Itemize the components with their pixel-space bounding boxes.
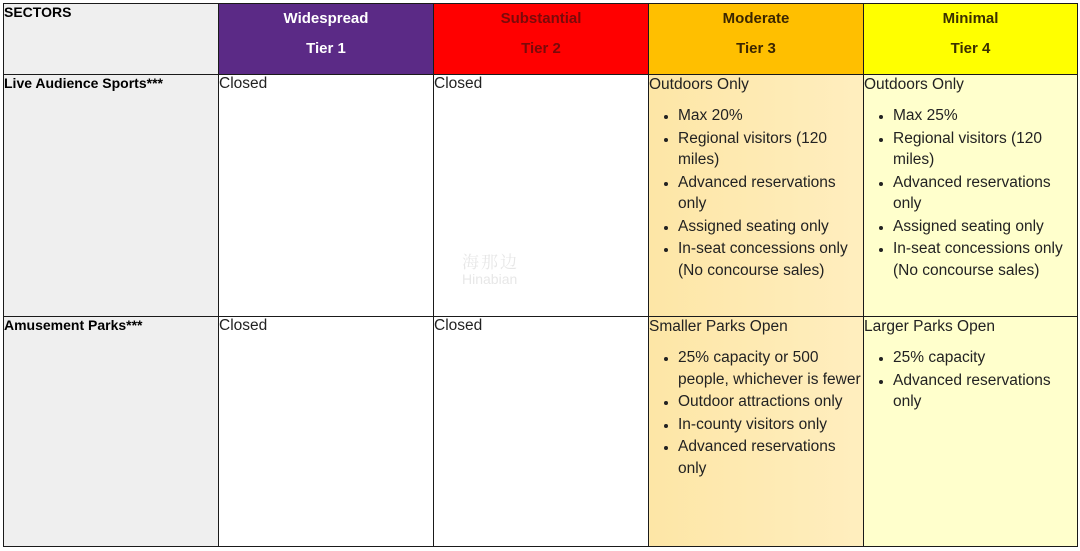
tier-3-cell — [649, 317, 864, 547]
tier-2-header — [434, 4, 649, 75]
tier-1-name: Widespread — [283, 10, 369, 27]
list-item: • Max 25% — [893, 105, 1077, 127]
cell-title: Outdoors Only — [649, 76, 749, 93]
tier-2-label: Tier 2 — [521, 40, 561, 57]
list-item: • In-county visitors only — [678, 414, 863, 436]
list-item: • Advanced reservations only — [893, 172, 1077, 215]
cell-title: Smaller Parks Open — [649, 318, 788, 335]
rule-list — [864, 105, 1077, 281]
tier-2-name: Substantial — [500, 10, 582, 27]
cell-title: Outdoors Only — [864, 76, 964, 93]
tier-4-label: Tier 4 — [950, 40, 991, 57]
list-item: • Advanced reservations only — [678, 172, 863, 215]
tier-4-name: Minimal — [942, 10, 999, 27]
list-item: • Assigned seating only — [893, 216, 1077, 238]
tier-table — [3, 3, 1078, 547]
list-item: • In-seat concessions only (No concourse sales) — [893, 238, 1077, 281]
rule-list — [649, 105, 863, 281]
list-item: • Advanced reservations only — [893, 370, 1077, 413]
list-item: • 25% capacity — [893, 347, 1077, 369]
tier-1-header — [219, 4, 434, 75]
tier-3-label: Tier 3 — [736, 40, 776, 57]
tier-1-cell: Closed — [219, 317, 434, 547]
table-row — [4, 75, 1078, 317]
list-item: • Assigned seating only — [678, 216, 863, 238]
sector-amusement-parks: Amusement Parks*** — [4, 317, 219, 547]
cell-title: Larger Parks Open — [864, 318, 995, 335]
rule-list — [864, 347, 1077, 413]
header-row — [4, 4, 1078, 75]
list-item: • Max 20% — [678, 105, 863, 127]
tier-3-name: Moderate — [722, 10, 790, 27]
tier-1-cell: Closed — [219, 75, 434, 317]
tier-4-header — [864, 4, 1078, 75]
tier-4-cell — [864, 317, 1078, 547]
rule-list — [649, 347, 863, 479]
tier-1-label: Tier 1 — [306, 40, 346, 57]
list-item: • In-seat concessions only (No concourse sales) — [678, 238, 863, 281]
list-item: • Regional visitors (120 miles) — [893, 128, 1077, 171]
tier-3-header — [649, 4, 864, 75]
list-item: • 25% capacity or 500 people, whichever is fewer — [678, 347, 863, 390]
sectors-header: SECTORS — [4, 4, 219, 75]
tier-4-cell — [864, 75, 1078, 317]
tier-2-cell: Closed — [434, 317, 649, 547]
list-item: • Advanced reservations only — [678, 436, 863, 479]
list-item: • Outdoor attractions only — [678, 391, 863, 413]
tier-2-cell: Closed — [434, 75, 649, 317]
list-item: • Regional visitors (120 miles) — [678, 128, 863, 171]
table-row — [4, 317, 1078, 547]
sector-live-audience-sports: Live Audience Sports*** — [4, 75, 219, 317]
tier-3-cell — [649, 75, 864, 317]
